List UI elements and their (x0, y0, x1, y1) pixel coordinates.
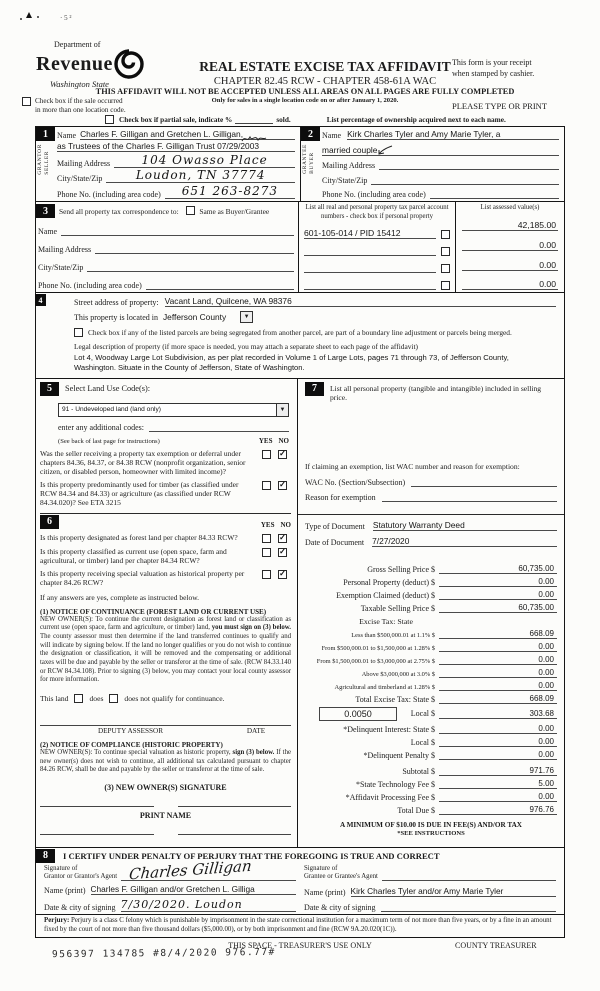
assessed-value-1[interactable]: 42,185.00 (462, 220, 558, 231)
exemption-claimed-row: Exemption Claimed (deduct) $ 0.00 (305, 590, 557, 600)
ownership-note: List percentage of ownership acquired next to each name. (326, 115, 506, 124)
partial-sale-percent-field[interactable] (235, 123, 273, 124)
rate-tier-3-value[interactable]: 0.00 (439, 655, 557, 665)
see-back-note: (See back of last page for instructions) (58, 437, 160, 445)
grantee-signature-label-2: Grantee or Grantee's Agent (304, 872, 378, 880)
same-as-buyer-checkbox[interactable] (186, 206, 195, 215)
grantor-name-print[interactable]: Charles F. Gilligan and/or Gretchen L. Gilliga (91, 884, 296, 895)
type-or-print-label: PLEASE TYPE OR PRINT (452, 101, 548, 111)
grantor-signature-label-1: Signature of (44, 864, 78, 872)
section-8-badge: 8 (36, 849, 55, 863)
new-owners-signature-label: (3) NEW OWNER(S) SIGNATURE (104, 783, 227, 793)
total-due-value[interactable]: 976.76 (439, 805, 557, 815)
personal-property-title: List all personal property (tangible and intangible) included in selling price. (330, 383, 542, 402)
grantee-signature-field[interactable] (382, 871, 556, 881)
receipt-note-line1: This form is your receipt (452, 58, 532, 67)
delinquent-penalty-value[interactable]: 0.00 (439, 750, 557, 760)
section-seller (36, 127, 300, 201)
notice-continuance-title: (1) NOTICE OF CONTINUANCE (FOREST LAND OR CURRENT USE) (40, 607, 267, 616)
section-5-badge: 5 (40, 382, 59, 396)
section-buyer (300, 127, 564, 201)
corr-name-label: Name (38, 227, 58, 237)
land-does-not-checkbox[interactable] (109, 694, 118, 703)
parcel-1-personal-checkbox[interactable] (441, 230, 450, 239)
doc-date-label: Date of Document (305, 537, 365, 547)
question-forest-land: Is this property designated as forest land per chapter 84.33 RCW? ✓ (40, 532, 286, 543)
multi-location-checkbox[interactable] (22, 97, 31, 106)
parcel-3-personal-checkbox[interactable] (441, 264, 450, 273)
buyer-name-label: Name (322, 131, 342, 140)
local-tax-value[interactable]: 303.68 (439, 709, 557, 719)
assessed-value-2[interactable]: 0.00 (462, 240, 558, 251)
section-1-badge: 1 (36, 127, 55, 141)
corr-mailing-label: Mailing Address (38, 245, 92, 255)
parcel-number-4[interactable] (304, 280, 436, 290)
total-due-row: Total Due $ 976.76 (305, 805, 557, 815)
street-address-value[interactable]: Vacant Land, Quilcene, WA 98376 (165, 296, 556, 307)
partial-sale-label: Check box if partial sale, indicate % (119, 115, 233, 124)
seller-phone-label: Phone No. (including area code) (57, 190, 161, 200)
exemption-note: If claiming an exemption, list WAC number and reason for exemption: (305, 461, 520, 471)
buyer-name-line2[interactable]: married couple (322, 145, 559, 156)
notice-continuance-body: NEW OWNER(S): To continue the current designation as forest land or classification as current use (open space, farm and agriculture, or timber) land, you must sign on (3) below. The county assessor must then determine if the land transferred continues to qualify and will indicate by signing below. If the land no longer qualifies or you do not wish to continue the designation or classification, it will be removed and the compensating or additional taxes will be due and payable by the seller or transferor at the time of sale. (RCW 84.33.140 or RCW 84.34.108). Prior to signing (3) below, you may contact your local county assessor for more information. (40, 615, 291, 684)
parcel-number-2[interactable] (304, 246, 436, 256)
print-name-label: PRINT NAME (139, 811, 192, 821)
single-location-note: Only for sales in a single location code on or after January 1, 2020. (211, 97, 399, 104)
legal-description-value[interactable]: Lot 4, Woodway Large Lot Subdivision, as per plat recorded in Volume 1 of Large Lots, pages 71 through 73, of Jefferson County, Washington. Situate in the County of Jefferson, State of Washington. (74, 353, 509, 373)
dropdown-arrow-icon[interactable]: ▼ (276, 404, 288, 416)
additional-codes-field[interactable] (149, 422, 289, 432)
additional-codes-label: enter any additional codes: (58, 422, 144, 432)
gross-selling-price-row: Gross Selling Price $ 60,735.00 (305, 564, 557, 574)
question-timber-agriculture: Is this property predominantly used for timber (as classified under RCW 84.34 and 84.33) or agriculture (as classified under RCW 84.34.020)? See ETA 3215 ✓ (40, 479, 286, 507)
perjury-notice: Perjury: Perjury is a class C felony which is punishable by imprisonment in the state correctional institution for a maximum term of not more than five years, or by a fine in an amount fixed by the court of not more than five thousand dollars ($5,000.00), or by both imprisonment and fine (RCW 9A.20.020(1C)). (36, 914, 564, 937)
assessed-value-header: List assessed value(s) (480, 204, 540, 212)
form-title: REAL ESTATE EXCISE TAX AFFIDAVIT (199, 59, 451, 74)
wac-label: WAC No. (Section/Subsection) (305, 477, 406, 487)
corr-mailing-value[interactable] (95, 244, 294, 254)
buyer-mailing-value[interactable] (379, 160, 559, 170)
excise-tax-state-heading: Excise Tax: State (359, 616, 413, 626)
if-yes-note: If any answers are yes, complete as instructed below. (40, 592, 200, 602)
delinquent-interest-state-row: *Delinquent Interest: State $ 0.00 (305, 724, 557, 734)
county-value: Jefferson County (162, 312, 227, 323)
section-6-badge: 6 (40, 515, 59, 529)
see-instructions-note: *SEE INSTRUCTIONS (397, 829, 465, 837)
grantee-nameprint-label: Name (print) (304, 888, 346, 898)
local-tax-row: 0.0050 Local $ 303.68 (305, 707, 557, 721)
acceptance-notice: THIS AFFIDAVIT WILL NOT BE ACCEPTED UNLESS ALL AREAS ON ALL PAGES ARE FULLY COMPLETED (95, 87, 515, 96)
date-label: DATE (246, 727, 266, 736)
parcel-2-personal-checkbox[interactable] (441, 247, 450, 256)
receipt-note-line2: when stamped by cashier. (452, 68, 535, 78)
total-excise-state-row: Total Excise Tax: State $ 668.09 (305, 694, 557, 704)
grantor-signature-value[interactable]: Charles Gilligan (128, 856, 253, 884)
parcel-number-3[interactable] (304, 263, 436, 273)
street-address-label: Street address of property: (74, 298, 159, 308)
buyer-csz-label: City/State/Zip (322, 175, 368, 185)
treasurer-space-label: THIS SPACE - TREASURER'S USE ONLY (228, 941, 372, 950)
state-tech-fee-row: *State Technology Fee $ 5.00 (305, 779, 557, 789)
section-4-badge: 4 (35, 294, 46, 306)
form-subtitle: CHAPTER 82.45 RCW - CHAPTER 458-61A WAC (213, 76, 437, 87)
affidavit-fee-value[interactable]: 0.00 (439, 792, 557, 802)
assessed-value-4[interactable]: 0.00 (462, 279, 558, 290)
seller-grantor-vertical-label: GRANTOR SELLER (37, 144, 50, 175)
q-timber-yes-checkbox[interactable] (262, 481, 271, 490)
county-dropdown[interactable]: ▼ (240, 311, 253, 323)
corr-phone-value[interactable] (146, 280, 294, 290)
doc-date-value[interactable]: 7/27/2020 (372, 536, 557, 547)
subtotal-value[interactable]: 971.76 (439, 766, 557, 776)
affidavit-fee-row: *Affidavit Processing Fee $ 0.00 (305, 792, 557, 802)
parcel-number-1[interactable]: 601-105-014 / PID 15412 (304, 228, 436, 239)
personal-property-deduct-value[interactable]: 0.00 (439, 577, 557, 587)
subtotal-row: Subtotal $ 971.76 (305, 766, 557, 776)
delinquent-penalty-row: *Delinquent Penalty $ 0.00 (305, 750, 557, 760)
grantor-datecity-label: Date & city of signing (44, 903, 116, 913)
rate-agricultural-value[interactable]: 0.00 (439, 681, 557, 691)
dept-of-label: Department of (54, 40, 101, 49)
buyer-csz-value[interactable] (371, 175, 559, 185)
buyer-phone-label: Phone No. (including area code) (322, 190, 426, 200)
grantee-name-print[interactable]: Kirk Charles Tyler and/or Amy Marie Tyler (351, 886, 556, 897)
seller-name-label: Name (57, 131, 77, 140)
does-label: does (89, 694, 104, 704)
deputy-assessor-label: DEPUTY ASSESSOR (97, 727, 164, 736)
same-as-buyer-label: Same as Buyer/Grantee (199, 207, 270, 217)
q-exemption-no-checkbox[interactable]: ✓ (279, 449, 286, 459)
doc-type-value[interactable]: Statutory Warranty Deed (373, 520, 557, 531)
section-continuance: 6 YES NO Is this property designated as forest land per chapter 84.33 RCW? ✓ Is this property classified as current use (open space, farm and agricultural, or timber) land per chapter 84.34 RCW? ✓ Is this property receiving special valuation as historical property per chapter 84.26 RCW? ✓ If any answers are yes, complete as instructed below. (1) NOTICE OF CONTINUANCE (FOREST LAND OR CURRENT USE) NEW OWNER(S): To continue the current designation as forest land or classification as current use (open space, farm and agriculture, or timber) land, you must sign on (3) below. The county assessor must then determine if the land transferred continues to qualify and will indicate by signing below. If the land no longer qualifies or you do not wish to continue the designation or classification, it will be removed and the compensating or additional taxes will be due and payable by the seller or transferor at the time of sale. (RCW 84.33.140 or RCW 84.34.108). Prior to signing (3) below, you may contact your local county assessor for more information. This land does does not qualify for continuance. DEPUTY ASSESSOR DATE (2) NOTICE OF COMPLIANCE (HISTORIC PROPERTY) NEW OWNER(S): To continue special valuation as historic property, sign (3) below. If the new owner(s) does not wish to continue, all additional tax calculated pursuant to chapter 84.26 RCW, shall be due and payable by the seller or transferor at the time of sale. (3) NEW OWNER(S) SIGNATURE PRINT NAME (40, 513, 291, 836)
rate-tier-1-value[interactable]: 668.09 (439, 629, 557, 639)
handwritten-annotation (241, 134, 267, 143)
corr-csz-value[interactable] (87, 262, 294, 272)
wac-field[interactable] (411, 477, 557, 487)
section-land-use (36, 379, 298, 847)
q-currentuse-yes-checkbox[interactable] (262, 548, 271, 557)
correspondence-label: Send all property tax correspondence to: (59, 207, 179, 217)
reason-field[interactable] (382, 492, 557, 502)
personal-property-deduct-row: Personal Property (deduct) $ 0.00 (305, 577, 557, 587)
corr-csz-label: City/State/Zip (38, 263, 84, 273)
legal-description-label: Legal description of property (if more space is needed, you may attach a separate sheet to each page of the affidavit) (74, 342, 418, 352)
section-certification (36, 848, 564, 937)
seller-mailing-label: Mailing Address (57, 158, 111, 168)
form-body (35, 126, 565, 938)
does-not-label: does not qualify for continuance. (124, 694, 225, 704)
rate-tier-2-row: From $500,000.01 to $1,500,000 at 1.28% $ 0.00 (305, 642, 557, 652)
cashier-receipt-stamp: 956397 134785 #8/4/2020 976.77# (51, 946, 276, 961)
rate-tier-4-value[interactable]: 0.00 (439, 668, 557, 678)
section-personal-property (298, 379, 564, 847)
exemption-claimed-value[interactable]: 0.00 (439, 590, 557, 600)
seller-phone-value[interactable]: 651 263-8273 (165, 184, 295, 199)
land-use-code-dropdown[interactable] (58, 403, 289, 417)
doc-type-label: Type of Document (305, 521, 365, 531)
q-exemption-yes-checkbox[interactable] (262, 450, 271, 459)
grantee-signature-label-1: Signature of (304, 864, 338, 872)
buyer-name-line1[interactable]: Kirk Charles Tyler and Amy Marie Tyler, a (347, 129, 559, 140)
rate-tier-4-row: Above $3,000,000 at 3.0% $ 0.00 (305, 668, 557, 678)
scan-artifact (18, 8, 98, 24)
this-land-label: This land (40, 694, 69, 704)
owner-printname-field-1[interactable] (40, 834, 154, 835)
taxable-selling-price-row: Taxable Selling Price $ 60,735.00 (305, 603, 557, 613)
owner-signature-field-2[interactable] (178, 806, 292, 807)
grantee-datecity-value[interactable] (381, 902, 556, 912)
question-current-use: Is this property classified as current use (open space, farm and agricultural, or timber) land per chapter 84.34 RCW? ✓ (40, 546, 286, 565)
section-property-address (36, 293, 564, 378)
washington-state-label: Washington State (50, 79, 109, 89)
revenue-swirl-icon (114, 49, 144, 79)
q-historical-yes-checkbox[interactable] (262, 570, 271, 579)
certify-statement: I CERTIFY UNDER PENALTY OF PERJURY THAT THE FOREGOING IS TRUE AND CORRECT (63, 850, 440, 861)
taxable-selling-price-value[interactable]: 60,735.00 (439, 603, 557, 613)
buyer-phone-value[interactable] (430, 189, 559, 199)
segregated-label: Check box if any of the listed parcels are being segregated from another parcel, are part of a boundary line adjustment or parcels being merged. (88, 328, 512, 338)
notice-compliance-title: (2) NOTICE OF COMPLIANCE (HISTORIC PROPERTY) (40, 741, 223, 750)
q-forest-no-checkbox[interactable]: ✓ (279, 533, 286, 543)
reason-label: Reason for exemption (305, 492, 376, 502)
multi-location-label-1: Check box if the sale occurred (35, 97, 123, 105)
section-7-badge: 7 (305, 382, 324, 396)
q-timber-no-checkbox[interactable]: ✓ (279, 480, 286, 490)
seller-csz-label: City/State/Zip (57, 174, 103, 184)
grantor-datecity-value[interactable]: 7/30/2020. Loudon (121, 898, 296, 912)
minimum-due-note: A MINIMUM OF $10.00 IS DUE IN FEE(S) AND/OR TAX (340, 820, 522, 829)
parcel-column-header: List all real and personal property tax parcel account numbers - check box if personal property (305, 204, 449, 220)
delinquent-interest-local-row: Local $ 0.00 (305, 737, 557, 747)
q-currentuse-no-checkbox[interactable]: ✓ (279, 547, 286, 557)
state-tech-fee-value[interactable]: 5.00 (439, 779, 557, 789)
owner-printname-field-2[interactable] (178, 834, 292, 835)
section-3-badge: 3 (36, 204, 55, 218)
gross-selling-price-value[interactable]: 60,735.00 (439, 564, 557, 574)
grantor-nameprint-label: Name (print) (44, 886, 86, 896)
seller-csz-value[interactable]: Loudon, TN 37774 (106, 168, 295, 183)
grantor-signature-label-2: Grantor or Grantor's Agent (44, 872, 118, 880)
assessed-value-3[interactable]: 0.00 (462, 260, 558, 271)
owner-signature-field-1[interactable] (40, 806, 154, 807)
total-excise-state-value[interactable]: 668.09 (439, 694, 557, 704)
land-use-title: Select Land Use Code(s): (65, 384, 151, 394)
located-in-label: This property is located in (74, 312, 158, 322)
buyer-grantee-vertical-label: GRANTEE BUYER (302, 144, 315, 174)
rate-tier-2-value[interactable]: 0.00 (439, 642, 557, 652)
rate-tier-1-row: Less than $500,000.01 at 1.1% $ 668.09 (305, 629, 557, 639)
partial-sale-checkbox[interactable] (105, 115, 114, 124)
delinquent-interest-local-value[interactable]: 0.00 (439, 737, 557, 747)
rate-tier-3-row: From $1,500,000.01 to $3,000,000 at 2.75% $ 0.00 (305, 655, 557, 665)
parcel-4-personal-checkbox[interactable] (441, 281, 450, 290)
seller-mailing-value[interactable]: 104 Owasso Place (114, 153, 295, 168)
question-exemption-deferral: Was the seller receiving a property tax exemption or deferral under chapters 84.36, 84.37, or 84.38 RCW (nonprofit organization, senior citizen, or disabled person, homeowner with limited income)? ✓ (40, 448, 286, 476)
buyer-mailing-label: Mailing Address (322, 161, 376, 171)
land-use-code-value: 91 - Undeveloped land (land only) (62, 406, 161, 414)
local-rate-box: 0.0050 (319, 707, 397, 721)
section-tax-correspondence (36, 202, 564, 293)
handwritten-mark (378, 145, 394, 155)
yes-header: YES (258, 436, 273, 445)
multi-location-label-2: in more than one location code. (35, 106, 126, 115)
delinquent-interest-state-value[interactable]: 0.00 (439, 724, 557, 734)
deputy-assessor-line[interactable] (40, 725, 291, 726)
segregated-checkbox[interactable] (74, 328, 83, 337)
sold-label: sold. (276, 115, 291, 124)
county-treasurer-label: COUNTY TREASURER (455, 941, 537, 950)
seller-name-line2[interactable]: as Trustees of the Charles F. Gilligan Trust 07/29/2003 (57, 141, 295, 152)
question-historical: Is this property receiving special valuation as historical property per chapter 84.26 RCW? ✓ (40, 568, 286, 587)
q-forest-yes-checkbox[interactable] (262, 534, 271, 543)
revenue-wordmark: Revenue (36, 52, 113, 75)
notice-compliance-body: NEW OWNER(S): To continue special valuation as historic property, sign (3) below. If the new owner(s) does not wish to continue, all additional tax calculated pursuant to chapter 84.26 RCW, shall be due and payable by the seller or transferor at the time of sale. (40, 749, 291, 774)
seller-name-line1[interactable]: Charles F. Gilligan and Gretchen L. Gilligan, (80, 129, 295, 140)
corr-phone-label: Phone No. (including area code) (38, 281, 142, 291)
corr-name-value[interactable] (61, 226, 294, 236)
grantee-datecity-label: Date & city of signing (304, 903, 376, 913)
q-historical-no-checkbox[interactable]: ✓ (279, 569, 286, 579)
no-header: NO (278, 436, 289, 445)
svg-text:· 5 ²: · 5 ² (60, 14, 72, 22)
land-does-checkbox[interactable] (74, 694, 83, 703)
rate-agricultural-row: Agricultural and timberland at 1.28% $ 0.00 (305, 681, 557, 691)
section-2-badge: 2 (301, 127, 320, 141)
